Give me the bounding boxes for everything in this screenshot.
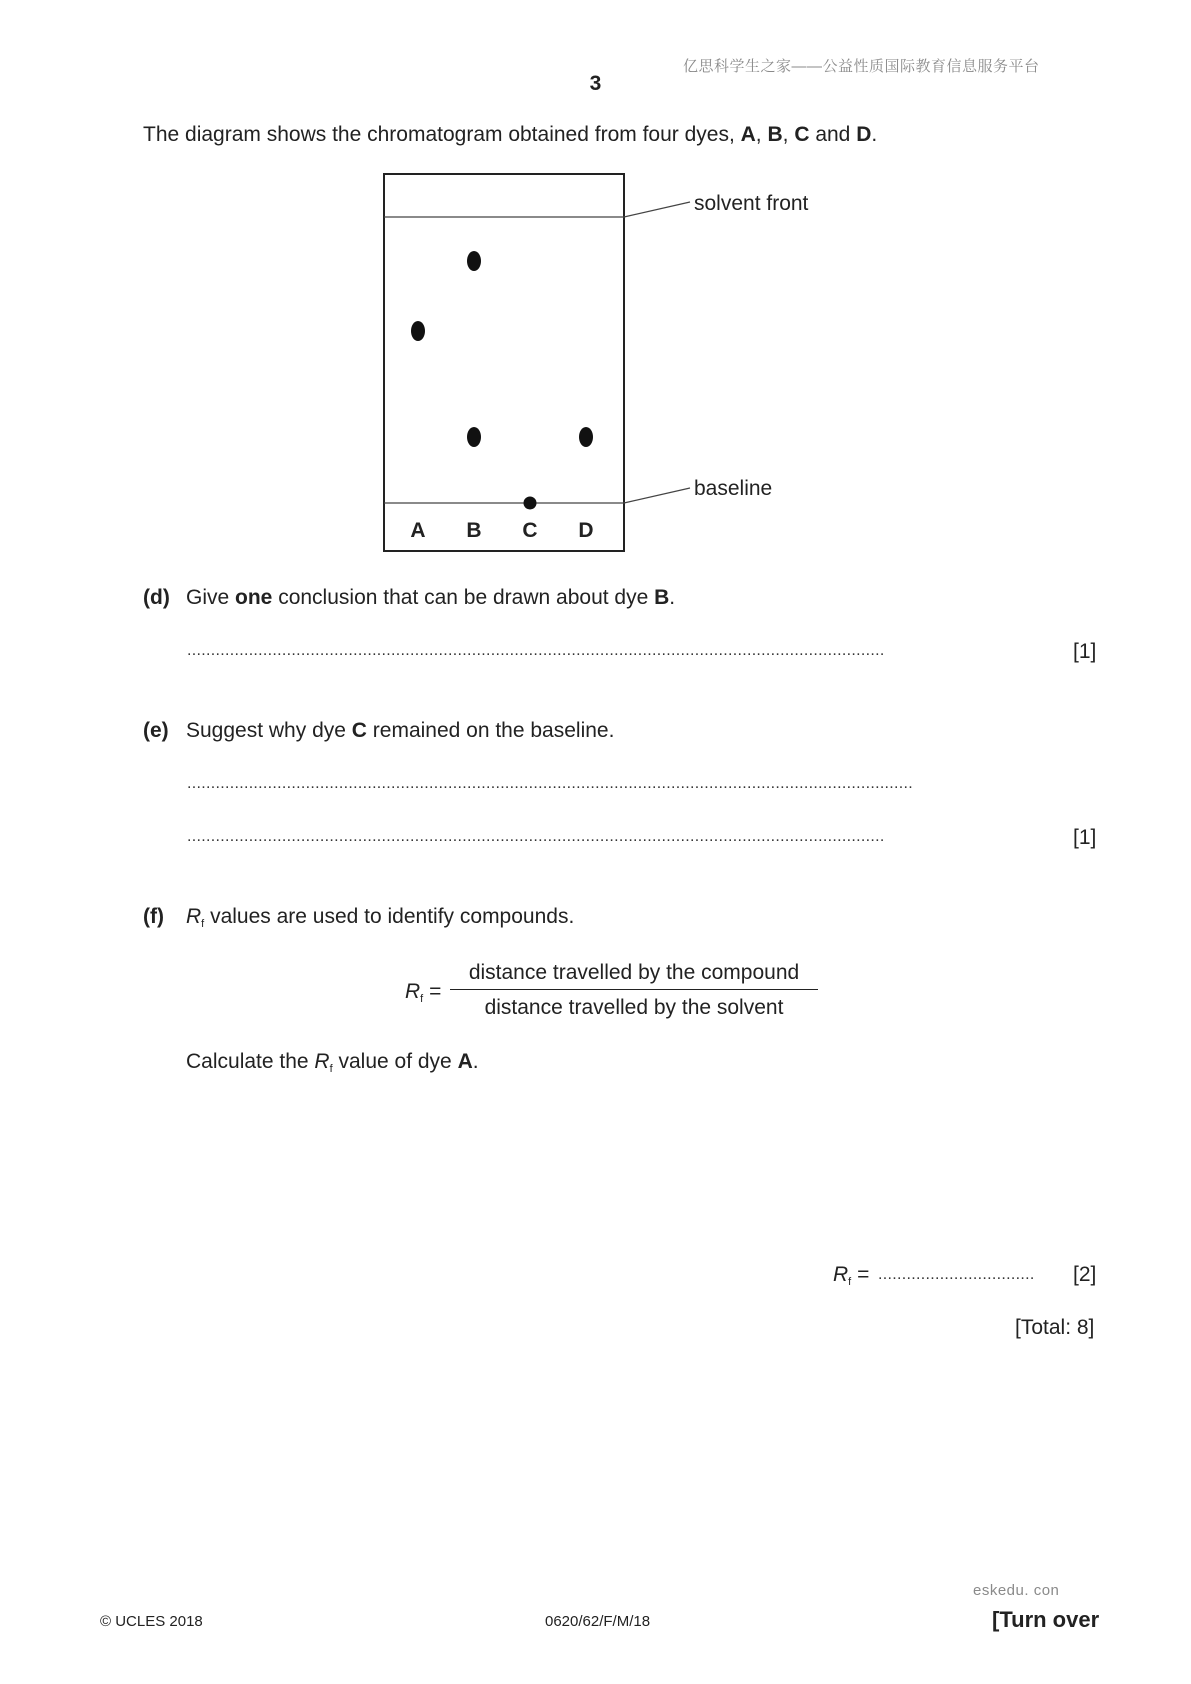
footer-watermark: eskedu. con	[973, 1582, 1060, 1599]
page-number: 3	[589, 72, 602, 95]
question-e-answer-line-1[interactable]: .........................................................................................................................................................	[187, 775, 914, 792]
solvent-front-leader	[624, 202, 690, 217]
turn-over: [Turn over	[992, 1607, 1100, 1632]
dye-spot-d	[579, 427, 593, 447]
rf-answer-prefix: $R_f$ =	[833, 1263, 870, 1288]
question-d-label: (d)	[143, 586, 170, 609]
formula-denominator: distance travelled by the solvent	[484, 996, 784, 1019]
question-e-label: (e)	[143, 719, 169, 742]
question-d-marks: [1]	[1073, 640, 1097, 663]
intro-text: The diagram shows the chromatogram obtained from four dyes, A, B, C and D.	[143, 123, 878, 146]
question-f-marks: [2]	[1073, 1263, 1097, 1286]
dye-spot-b-upper	[467, 251, 481, 271]
question-f-text: $R_f$ values are used to identify compounds.	[186, 905, 575, 930]
question-d-answer-line[interactable]: ...................................................................................................................................................	[187, 642, 885, 659]
footer-paper-code: 0620/62/F/M/18	[545, 1613, 651, 1630]
formula-numerator: distance travelled by the compound	[468, 961, 800, 984]
dye-spot-b-lower	[467, 427, 481, 447]
chromatogram-diagram	[0, 0, 1191, 600]
lane-label-a: A	[410, 519, 426, 542]
total-marks: [Total: 8]	[1015, 1316, 1095, 1339]
fraction-bar	[450, 989, 818, 990]
lane-label-b: B	[466, 519, 482, 542]
lane-label-c: C	[522, 519, 538, 542]
question-e-text: Suggest why dye C remained on the baseline.	[186, 719, 615, 742]
question-e-marks: [1]	[1073, 826, 1097, 849]
calculate-text: Calculate the $R_f$ value of dye A.	[186, 1050, 479, 1075]
lane-label-d: D	[578, 519, 594, 542]
solvent-front-label: solvent front	[694, 192, 809, 215]
dye-spot-c	[524, 497, 537, 510]
header-watermark: 亿思科学生之家——公益性质国际教育信息服务平台	[683, 58, 1040, 75]
dye-spot-a	[411, 321, 425, 341]
rf-answer-field[interactable]: .................................	[878, 1266, 1035, 1283]
footer-copyright: © UCLES 2018	[100, 1613, 203, 1630]
question-e-answer-line-2[interactable]: ...................................................................................................................................................	[187, 828, 885, 845]
baseline-leader	[624, 488, 690, 503]
chromatogram-paper	[384, 174, 624, 551]
question-f-label: (f)	[143, 905, 164, 928]
baseline-label: baseline	[694, 477, 773, 500]
question-d-text: Give one conclusion that can be drawn about dye B.	[186, 586, 676, 609]
formula-rf: $R_f$ =	[405, 980, 442, 1005]
